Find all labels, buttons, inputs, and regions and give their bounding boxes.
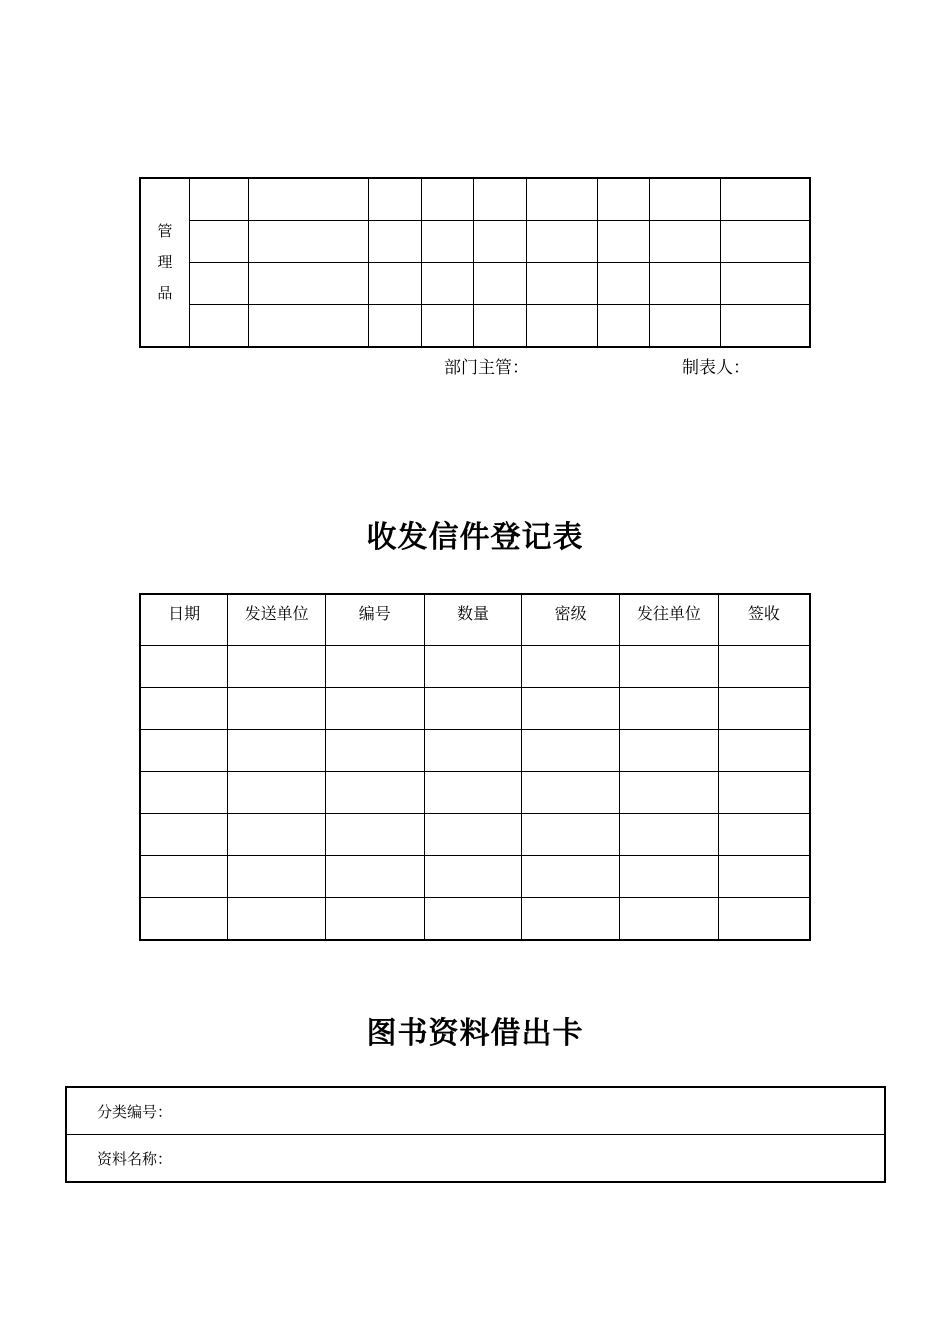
table-cell[interactable] [522,688,620,730]
table-cell[interactable] [421,178,474,221]
side-label-char: 理 [157,253,173,271]
table-cell[interactable] [249,263,368,305]
table-cell[interactable] [720,305,810,348]
table-cell[interactable] [522,898,620,941]
table-cell[interactable] [522,730,620,772]
table-cell[interactable] [650,305,721,348]
table-cell[interactable] [620,814,719,856]
table-cell[interactable] [597,178,650,221]
table-row [140,856,810,898]
table-cell[interactable] [424,814,522,856]
table-cell[interactable] [474,178,527,221]
table-cell[interactable] [368,221,421,263]
table-cell[interactable] [650,221,721,263]
table-cell[interactable] [228,772,326,814]
table-cell[interactable] [189,178,249,221]
column-header-recipient-unit: 发往单位 [620,594,719,646]
table-cell[interactable] [228,856,326,898]
table-cell[interactable] [140,646,228,688]
table-cell[interactable] [189,221,249,263]
table-header-row [140,594,810,646]
table-cell[interactable] [424,898,522,941]
table-cell[interactable] [424,688,522,730]
table-row [140,178,810,221]
table-cell[interactable] [140,856,228,898]
management-side-label [140,178,189,347]
table-cell[interactable] [189,263,249,305]
table-cell[interactable] [650,263,721,305]
table-cell[interactable] [249,178,368,221]
dept-head-label: 部门主管： [444,358,529,378]
table-row [66,1135,885,1183]
table-cell[interactable] [189,305,249,348]
table-cell[interactable] [718,814,810,856]
table-row [140,898,810,941]
table-cell[interactable] [249,305,368,348]
table-cell[interactable] [424,856,522,898]
management-table [139,177,811,348]
side-label-char: 管 [157,222,173,240]
table-cell[interactable] [325,814,424,856]
column-header-quantity: 数量 [424,594,522,646]
table-cell[interactable] [368,305,421,348]
table-cell[interactable] [228,688,326,730]
table-cell[interactable] [474,221,527,263]
table-cell[interactable] [228,898,326,941]
table-cell[interactable] [718,646,810,688]
table-cell[interactable] [424,730,522,772]
table-cell[interactable] [325,856,424,898]
table-row [140,221,810,263]
table-cell[interactable] [522,772,620,814]
table-cell[interactable] [526,263,597,305]
table-cell[interactable] [522,814,620,856]
table-cell[interactable] [720,263,810,305]
table-cell[interactable] [718,730,810,772]
table-cell[interactable] [718,898,810,941]
table-cell[interactable] [720,221,810,263]
column-header-date: 日期 [140,594,228,646]
table-cell[interactable] [718,772,810,814]
table-cell[interactable] [620,898,719,941]
mail-register-title: 收发信件登记表 [366,520,584,555]
table-cell[interactable] [597,263,650,305]
column-header-number: 编号 [325,594,424,646]
table-row [140,814,810,856]
table-cell[interactable] [249,221,368,263]
table-cell[interactable] [325,772,424,814]
table-cell[interactable] [620,772,719,814]
table-row [140,646,810,688]
column-header-sender-unit: 发送单位 [228,594,326,646]
table-cell[interactable] [650,178,721,221]
book-loan-card-title: 图书资料借出卡 [366,1016,584,1051]
table-cell[interactable] [526,305,597,348]
table-cell[interactable] [424,646,522,688]
table-cell[interactable] [718,856,810,898]
table-cell[interactable] [140,730,228,772]
table-cell[interactable] [368,178,421,221]
book-loan-card-table [65,1086,886,1183]
table-cell[interactable] [140,772,228,814]
table-cell[interactable] [228,646,326,688]
material-name-field[interactable]: 资料名称： [66,1135,885,1183]
column-header-signature: 签收 [718,594,810,646]
table-cell[interactable] [597,221,650,263]
table-cell[interactable] [421,263,474,305]
table-cell[interactable] [474,305,527,348]
table-cell[interactable] [526,221,597,263]
mail-register-table [139,593,811,941]
table-cell[interactable] [474,263,527,305]
table-cell[interactable] [421,305,474,348]
table-cell[interactable] [325,688,424,730]
table-cell[interactable] [140,814,228,856]
table-cell[interactable] [620,730,719,772]
table-cell[interactable] [620,688,719,730]
table-cell[interactable] [522,856,620,898]
table-cell[interactable] [140,898,228,941]
table-cell[interactable] [424,772,522,814]
table-cell[interactable] [526,178,597,221]
table-cell[interactable] [421,221,474,263]
table-cell[interactable] [597,305,650,348]
table-row [66,1087,885,1135]
table-cell[interactable] [620,646,719,688]
table-cell[interactable] [228,730,326,772]
table-cell[interactable] [325,646,424,688]
table-row [140,772,810,814]
column-header-security-level: 密级 [522,594,620,646]
table-cell[interactable] [718,688,810,730]
table-cell[interactable] [228,814,326,856]
table-cell[interactable] [140,688,228,730]
table-cell[interactable] [325,730,424,772]
table-row [140,730,810,772]
side-label-char: 品 [157,284,173,302]
maker-label: 制表人： [682,358,750,378]
table-cell[interactable] [720,178,810,221]
table-cell[interactable] [522,646,620,688]
classification-number-field[interactable]: 分类编号： [66,1087,885,1135]
table-row [140,688,810,730]
table-cell[interactable] [620,856,719,898]
table-cell[interactable] [368,263,421,305]
table-cell[interactable] [325,898,424,941]
table-row [140,263,810,305]
table-row [140,305,810,348]
